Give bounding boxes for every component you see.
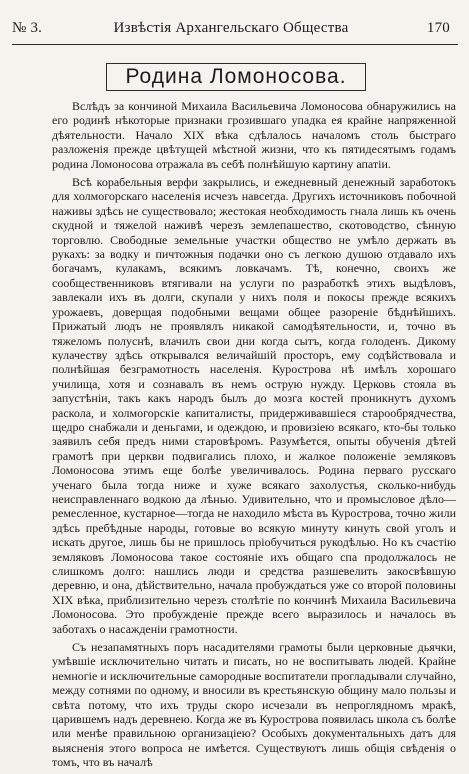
running-header [12, 20, 450, 38]
article-title: Родина Ломоносова. [106, 63, 366, 91]
issue-number: № 3. [12, 20, 43, 36]
paragraph-3: Съ незапамятныхъ поръ насадителями грамоты были церковные дьячки, умѣвшіе исключительно читать и писать, но не воспитывать людей. Крайне немногіе и исключительные самородные воспитатели прогладывали случайно, между сотнями по одному, и вносили въ крестьянскую общину мало пользы и свѣта потому, что ихъ труды скоро исчезали въ непроглядномъ мракѣ, царившемъ надъ деревнею. Когда же въ Курострова появилась школа съ болѣе или менѣе правильною организаціею? Особыхъ документальныхъ датъ для выясненія этого вопроса не имѣется. Существуютъ лишь общія свѣденія о томъ, что въ началѣ [52, 640, 456, 770]
journal-title: Извѣстія Архангельскаго Общества [113, 20, 349, 36]
page-number: 170 [426, 20, 450, 36]
paragraph-2: Всѣ корабельныя верфи закрылись, и ежедневный денежный заработокъ для холмогорскаго населенія исчезъ навсегда. Другихъ источниковъ побочной наживы здѣсь не существовало; жестокая необходимость гнала лишь къ очень скудной и тяжелой наживѣ черезъ землепашество, скотоводство, сѣнную торговлю. Свободные земельные участки общество не умѣло держать въ рукахъ: за водку и пичтожныя подачки оно съ легкою душою отдавало ихъ богачамъ, кулакамъ, всякимъ ловкачамъ. Тѣ, конечно, своихъ же сообщественниковъ втягивали на услуги по разработкѣ этихъ выдѣловъ, завлекали ихъ въ долги, скупали у нихъ поля и покосы прежде всякихъ урожаевъ, доверщая подобными вещами общее разореніе бѣднѣйшихъ. Прижатый людъ не проявлялъ никакой самодѣятельности, и, точно въ тяжеломъ полуснѣ, влачилъ свои дни когда сытъ, когда голоденъ. Дикому кулачеству здѣсь открывался величайшій просторъ, ему содѣйствовала и полнѣйшая безграмотность населенія. Курострова нѣ имѣлъ хорошаго училища, хотя и сознавалъ въ немъ острую нужду. Церковь стояла въ запустѣніи, такъ какъ народъ былъ до мозга костей проникнутъ духомъ раскола, и холмогорскіе капиталисты, придерживавшіеся старообрядчества, щедро снабжали и деньгами, и одеждою, и провизіею всякаго, кто-бы только заявилъ себя предъ ними старовѣромъ. Разумѣется, опыты обученія дѣтей грамотѣ при церкви подвигались плохо, и жалкое положеніе земляковъ Ломоносова этимъ еще болѣе увеличивалось. Родина перваго русскаго ученаго была тогда ниже и хуже всякаго захолустья, сколько-нибудь неисправленнаго водкою да лѣнью. Удивительно, что и промысловое дѣло—ремесленное, кустарное—тогда не находило мѣста въ Курострова, точно жили здѣсь пребѣдные народы, готовые во всякую минуту кинуть свой уголъ и искать другое, лишь бы не пришлось пріобучиться рукодѣлью. Но къ счастію земляковъ Ломоносова такое состояніе ихъ общаго спа продолжалось не слишкомъ долго: нашлись люди и средства разшевелить закосвѣвшую деревню, и она, дѣйствительно, начала пробуждаться уже со второй половины XIX вѣка, приблизительно черезъ столѣтіе по кончинѣ Михаила Васильевича Ломоносова. Это пробужденіе прежде всего выразилось и началось въ заботахъ о насажденіи грамотности. [52, 175, 456, 636]
paragraph-1: Вслѣдъ за кончиной Михаила Васильевича Ломоносова обнаружились на его родинѣ нѣкоторые признаки грозившаго упадка ея крайне напряженной дѣятельности. Начало XIX вѣка сдѣлалось началомъ столь быстраго разложенія прежде цвѣтущей мѣстной жизни, что къ пятидесятымъ годамъ родина Ломоносова отражала въ себѣ полнѣйшую картину апатіи. [52, 99, 456, 171]
article-body [52, 99, 456, 774]
header-rule [12, 44, 458, 45]
